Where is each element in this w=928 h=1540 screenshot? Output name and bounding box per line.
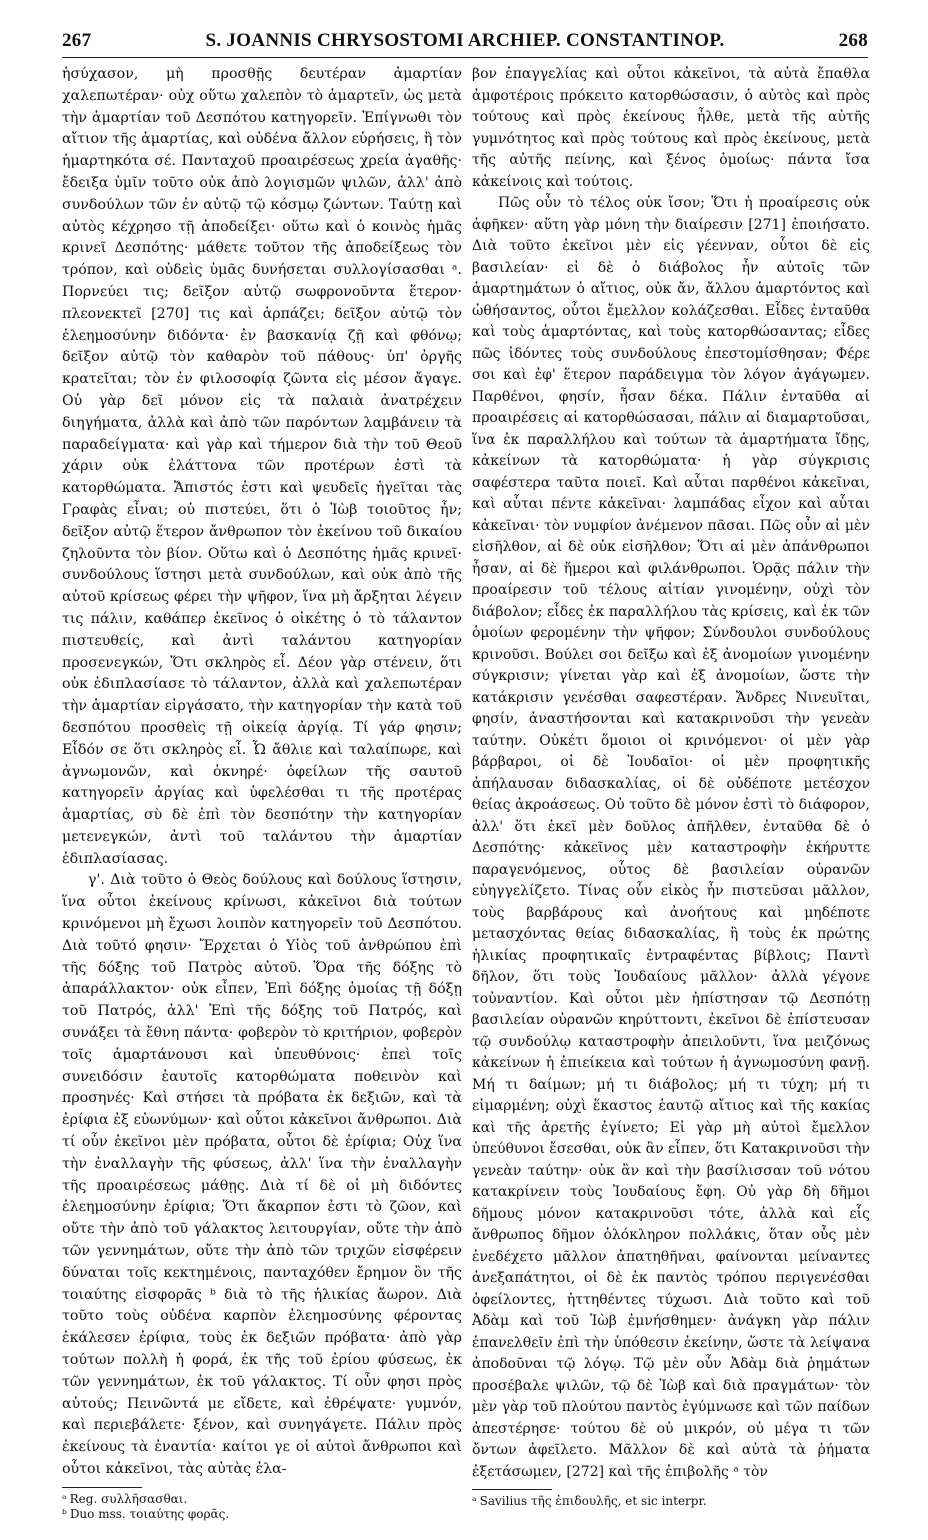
footnote-rule (62, 1487, 142, 1488)
footnote-text: Savilius τῆς ἐπιδουλῆς, et sic interpr. (479, 1494, 707, 1508)
footnote (62, 1507, 462, 1522)
footnote-rule (472, 1489, 552, 1490)
footnote (472, 1494, 870, 1509)
footnote-text: Reg. συλλῆσασθαι. (69, 1491, 188, 1506)
footnote-text: Duo mss. τοιαύτης φορᾶς. (69, 1506, 230, 1521)
running-header (62, 30, 868, 56)
footnote-mark: ᵃ (472, 1494, 477, 1508)
page-number-right: 268 (838, 30, 868, 51)
left-column (62, 64, 462, 1522)
page-number-left: 267 (62, 30, 92, 51)
running-title: S. JOANNIS CHRYSOSTOMI ARCHIEP. CONSTANTINOP. (205, 30, 725, 51)
right-paragraph: βον ἐπαγγελίας καὶ οὗτοι κἀκεῖνοι, τὰ αὐτὰ ἔπαθλα ἀμφοτέροις πρόκειτο κατορθώσασιν, ὁ αὐτὸς καὶ πρὸς τούτους καὶ πρὸς ἐκείνους ἦλθε, μετὰ τῆς αὐτῆς γυμνότητος καὶ πρὸς τούτους καὶ πρὸς ἐκείνους, μετὰ τῆς αὐτῆς πείνης, καὶ ξένος ὁμοίως· πάντα ἴσα κἀκείνοις καὶ τούτοις. (472, 66, 870, 190)
footnote-mark: ᵃ (62, 1491, 67, 1506)
header-rule (62, 57, 868, 58)
footnote-mark: ᵇ (62, 1506, 67, 1521)
right-paragraph: Πῶς οὖν τὸ τέλος οὐκ ἴσον; Ὅτι ἡ προαίρεσις οὐκ ἀφῆκεν· αὕτη γὰρ μόνη τὴν διαίρεσιν [271] ἐποιήσατο. Διὰ τοῦτο ἐκεῖνοι μὲν εἰς γέενναν, οὗτοι δὲ εἰς βασιλείαν· εἰ δὲ ὁ διάβολος ἦν αὐτοῖς τῶν ἁμαρτημάτων ὁ αἴτιος, οὐκ ἄν, ἄλλου ἁμαρτόντος καὶ ὠθήσαντος, οὗτοι ἔμελλον κολάζεσθαι. Εἶδες ἐνταῦθα καὶ τοὺς ἁμαρτόντας, καὶ τοὺς κατορθώσαντας; εἶδες πῶς ἰδόντες τοὺς συνδούλους ἐπεστομίσθησαν; Φέρε σοι καὶ ἐφ' ἕτερον παράδειγμα τὸν λόγον ἀγάγωμεν. Παρθένοι, φησίν, ἦσαν δέκα. Πάλιν ἐνταῦθα αἱ προαιρέσεις αἱ κατορθώσασαι, πάλιν αἱ διαμαρτοῦσαι, ἵνα ἐκ παραλλήλου καὶ τούτων τὰ ἁμαρτήματα ἴδῃς, κἀκείνων τὰ κατορθώματα· ἡ γὰρ σύγκρισις σαφέστερα ταῦτα ποιεῖ. Καὶ αὗται παρθένοι κἀκεῖναι, καὶ αὗται πέντε κἀκεῖναι· λαμπάδας εἶχον καὶ αὗται κἀκεῖναι· τὸν νυμφίον ἀνέμενον πᾶσαι. Πῶς οὖν αἱ μὲν εἰσῆλθον, αἱ δὲ οὐκ εἰσῆλθον; Ὅτι αἱ μὲν ἀπάνθρωποι ἦσαν, αἱ δὲ ἥμεροι καὶ φιλάνθρωποι. Ὁρᾷς πάλιν τὴν προαίρεσιν τοῦ τέλους αἰτίαν γινομένην, οὐχὶ τὸν διάβολον; εἶδες ἐκ παραλλήλου τὰς κρίσεις, καὶ ἐκ τῶν ὁμοίων φερομένην τὴν ψῆφον; Σύνδουλοι συνδούλους κρινοῦσι. Βούλει σοι δεῖξω καὶ ἐξ ἀνομοίων γινομένην σύγκρισιν; γίνεται γὰρ καὶ ἐξ ἀνομοίων, ὥστε τὴν κατάκρισιν γενέσθαι σαφεστέραν. Ἄνδρες Νινευῖται, φησίν, ἀναστήσονται καὶ κατακρινοῦσι τὴν γενεὰν ταύτην. Οὐκέτι ὅμοιοι οἱ κρινόμενοι· οἱ μὲν γὰρ βάρβαροι, οἱ δὲ Ἰουδαῖοι· οἱ μὲν προφητικῆς ἀπήλαυσαν διδασκαλίας, οἱ δὲ οὐδέποτε μετέσχον θείας ἀκροάσεως. Οὐ τοῦτο δὲ μόνον ἐστὶ τὸ διάφορον, ἀλλ' ὅτι ἐκεῖ μὲν δοῦλος ἀπῆλθεν, ἐνταῦθα δὲ ὁ Δεσπότης· κἀκεῖνος μὲν καταστροφὴν ἐκήρυττε παραγενόμενος, οὗτος δὲ βασιλείαν οὐρανῶν εὐηγγελίζετο. Τίνας οὖν εἰκὸς ἦν πιστεῦσαι μᾶλλον, τοὺς βαρβάρους καὶ ἀνοήτους καὶ μηδέποτε μετασχόντας θείας διδασκαλίας, ἢ τοὺς ἐκ πρώτης ἡλικίας προφητικαῖς ἐντραφέντας βίβλοις; Παντὶ δῆλον, ὅτι τοὺς Ἰουδαίους μᾶλλον· ἀλλὰ γέγονε τοὐναντίον. Καὶ οὗτοι μὲν ἠπίστησαν τῷ Δεσπότῃ βασιλείαν οὐρανῶν κηρύττοντι, ἐκεῖνοι δὲ ἐπίστευσαν τῷ συνδούλῳ καταστροφὴν ἀπειλοῦντι, ἵνα μειζόνως κἀκείνων ἡ ἐπιείκεια καὶ τούτων ἡ ἀγνωμοσύνη φανῇ. Μή τι δαίμων; μή τι διάβολος; μή τι τύχη; μή τι εἱμαρμένη; οὐχὶ ἕκαστος ἑαυτῷ αἴτιος καὶ τῆς κακίας καὶ τῆς ἀρετῆς ἐγίνετο; Εἰ γὰρ μὴ αὐτοὶ ἔμελλον ὑπεύθυνοι ἔσεσθαι, οὐκ ἂν εἶπεν, ὅτι Κατακρινοῦσι τὴν γενεὰν ταύτην· οὐκ ἂν καὶ τὴν βασίλισσαν τοῦ νότου κατακρίνειν τοὺς Ἰουδαίους ἔφη. Οὐ γὰρ δὴ δῆμοι δῆμους μόνον κατακρινοῦσι τότε, ἀλλὰ καὶ εἷς ἄνθρωπος δῆμον ὁλόκληρον πολλάκις, ὅταν οὗς μὲν ἐνεδέχετο μᾶλλον ἀπατηθῆναι, φαίνονται μείναντες ἀνεξαπάτητοι, οἱ δὲ ἐκ παντὸς τρόπου περιγενέσθαι ὀφείλοντες, ἡττηθέντες τύχωσι. Διὰ τοῦτο καὶ τοῦ Ἀδὰμ καὶ τοῦ Ἰὼβ ἐμνήσθημεν· ἀνάγκη γὰρ πάλιν ἐπανελθεῖν ἐπὶ τὴν ὑπόθεσιν ἐκείνην, ὥστε τὰ λείψανα ἀποδοῦναι τῷ λόγῳ. Τῷ μὲν οὖν Ἀδὰμ διὰ ῥημάτων προσέβαλε ψιλῶν, τῷ δὲ Ἰὼβ καὶ διὰ πραγμάτων· τὸν μὲν γὰρ τοῦ πλούτου παντὸς ἐγύμνωσε καὶ τῶν παίδων ἀπεστέρησε· τούτου δὲ οὐ μικρόν, οὐ μέγα τι τῶν ὄντων ἀφεῖλετο. Μᾶλλον δὲ καὶ αὐτὰ τὰ ῥήματα ἐξετάσωμεν, [272] καὶ τῆς ἐπιβολῆς ᵃ τὸν (472, 195, 870, 1480)
left-paragraph: ἡσύχασον, μὴ προσθῇς δευτέραν ἁμαρτίαν χαλεπωτέραν· οὐχ οὕτω χαλεπὸν τὸ ἁμαρτεῖν, ὡς μετὰ τὴν ἁμαρτίαν τοῦ Δεσπότου κατηγορεῖν. Ἐπίγνωθι τὸν αἴτιον τῆς ἁμαρτίας, καὶ οὐδένα ἄλλον εὑρήσεις, ἢ τὸν ἡμαρτηκότα σέ. Πανταχοῦ προαιρέσεως χρεία ἀγαθῆς· ἔδειξα ὑμῖν τοῦτο οὐκ ἀπὸ λογισμῶν ψιλῶν, ἀλλ' ἀπὸ συνδούλων τῶν ἐν αὐτῷ τῷ κόσμῳ ζώντων. Ταύτῃ καὶ αὐτὸς κέχρησο τῇ ἀποδείξει· οὕτω καὶ ὁ κοινὸς ἡμᾶς κρινεῖ Δεσπότης· μάθετε τοῦτον τῆς ἀποδείξεως τὸν τρόπον, καὶ οὐδεὶς ὑμᾶς δυνήσεται συλλογίσασθαι ᵃ. Πορνεύει τις; δεῖξον αὐτῷ σωφρονοῦντα ἕτερον· πλεονεκτεῖ [270] τις καὶ ἁρπάζει; δεῖξον αὐτῷ τὸν ἐλεημοσύνην διδόντα· ἐν βασκανίᾳ ζῇ καὶ φθόνῳ; δεῖξον αὐτῷ τὸν καθαρὸν τοῦ πάθους· ὑπ' ὀργῆς κρατεῖται; τὸν ἐν φιλοσοφίᾳ ζῶντα εἰς μέσον ἄγαγε. Οὐ γὰρ δεῖ μόνον εἰς τὰ παλαιὰ ἀνατρέχειν διηγήματα, ἀλλὰ καὶ ἀπὸ τῶν παρόντων λαμβάνειν τὰ παραδείγματα· καὶ γὰρ καὶ τήμερον διὰ τὴν τοῦ Θεοῦ χάριν οὐκ ἐλάττονα τῶν προτέρων ἐστὶ τὰ κατορθώματα. Ἄπιστός ἐστι καὶ ψευδεῖς ἡγεῖται τὰς Γραφὰς εἶναι; οὐ πιστεύει, ὅτι ὁ Ἰὼβ τοιοῦτος ἦν; δεῖξον αὐτῷ ἕτερον ἄνθρωπον τὸν ἐκείνου τοῦ δικαίου ζηλοῦντα τὸν βίον. Οὕτω καὶ ὁ Δεσπότης ἡμᾶς κρινεῖ· συνδούλους ἵστησι μετὰ συνδούλων, καὶ οὐκ ἀπὸ τῆς αὐτοῦ κρίσεως φέρει τὴν ψῆφον, ἵνα μὴ ἄρξηται λέγειν τις πάλιν, καθάπερ ἐκεῖνος ὁ οἰκέτης ὁ τὸ τάλαντον πιστευθείς, καὶ ἀντὶ ταλάντου κατηγορίαν προσενεγκών, Ὅτι σκληρὸς εἶ. Δέον γὰρ στένειν, ὅτι οὐκ ἐδιπλασίασε τὸ τάλαντον, ἀλλὰ καὶ χαλεπωτέραν τὴν ἁμαρτίαν εἰργάσατο, τὴν κατηγορίαν τὴν κατὰ τοῦ δεσπότου προσθεὶς τῇ οἰκείᾳ ἀργίᾳ. Τί γάρ φησιν; Εἶδόν σε ὅτι σκληρὸς εἶ. Ὦ ἄθλιε καὶ ταλαίπωρε, καὶ ἀγνωμονῶν, καὶ ὀκνηρέ· ὀφείλων τῆς σαυτοῦ κατηγορεῖν ἀργίας καὶ ὑφελέσθαι τι τῆς προτέρας ἁμαρτίας, σὺ δὲ ἐπὶ τὸν δεσπότην τὴν κατηγορίαν μετενεγκών, ἀντὶ τοῦ ταλάντου τὴν ἁμαρτίαν ἐδιπλασίασας. (62, 66, 462, 867)
footnote (62, 1492, 462, 1507)
right-column (472, 64, 870, 1509)
left-paragraph: γ'. Διὰ τοῦτο ὁ Θεὸς δούλους καὶ δούλους ἵστησιν, ἵνα οὗτοι ἐκείνους κρίνωσι, κἀκεῖνοι διὰ τούτων κρινόμενοι μὴ ἔχωσι λοιπὸν κατηγορεῖν τοῦ Δεσπότου. Διὰ τοῦτό φησιν· Ἔρχεται ὁ Υἱὸς τοῦ ἀνθρώπου ἐπὶ τῆς δόξης τοῦ Πατρὸς αὐτοῦ. Ὅρα τῆς δόξης τὸ ἀπαράλλακτον· οὐκ εἶπεν, Ἐπὶ δόξης ὁμοίας τῇ δόξῃ τοῦ Πατρός, ἀλλ' Ἐπὶ τῆς δόξης τοῦ Πατρός, καὶ συνάξει τὰ ἔθνη πάντα· φοβερὸν τὸ κριτήριον, φοβερὸν τοῖς ἁμαρτάνουσι καὶ ὑπευθύνοις· ἐπεὶ τοῖς συνειδόσιν ἑαυτοῖς κατορθώματα ποθεινὸν καὶ προσηνές· Καὶ στήσει τὰ πρόβατα ἐκ δεξιῶν, καὶ τὰ ἐρίφια ἐξ εὐωνύμων· καὶ οὗτοι κἀκεῖνοι ἄνθρωποι. Διὰ τί οὖν ἐκεῖνοι μὲν πρόβατα, οὗτοι δὲ ἐρίφια; Οὐχ ἵνα τὴν ἐναλλαγὴν τῆς φύσεως, ἀλλ' ἵνα τὴν ἐναλλαγὴν τῆς προαιρέσεως μάθῃς. Διὰ τί δὲ οἱ μὴ διδόντες ἐλεημοσύνην ἐρίφια; Ὅτι ἄκαρπον ἐστι τὸ ζῶον, καὶ οὔτε τὴν ἀπὸ τοῦ γάλακτος λειτουργίαν, οὔτε τὴν ἀπὸ τῶν γεννημάτων, οὔτε τὴν ἀπὸ τῶν τριχῶν εἰσφέρειν δύναται τοῖς κεκτημένοις, πανταχόθεν ἔρημον ὂν τῆς τοιαύτης εἰσφορᾶς ᵇ διὰ τὸ τῆς ἡλικίας ἄωρον. Διὰ τοῦτο τοὺς οὐδένα καρπὸν ἐλεημοσύνης φέροντας ἐκάλεσεν ἐρίφια, τοὺς ἐκ δεξιῶν πρόβατα· ἀπὸ γὰρ τούτων πολλὴ ἡ φορά, ἐκ τῆς τοῦ ἐρίου φύσεως, ἐκ τῶν γεννημάτων, ἐκ τοῦ γάλακτος. Τί οὖν φησι πρὸς αὐτούς; Πεινῶντά με εἴδετε, καὶ ἐθρέψατε· γυμνόν, καὶ περιεβάλετε· ξένον, καὶ συνηγάγετε. Πάλιν πρὸς ἐκείνους τὰ ἐναντία· καίτοι γε οἱ αὐτοὶ ἄνθρωποι καὶ οὗτοι κἀκεῖνοι, τὰς αὐτὰς ἐλα- (62, 872, 462, 1477)
